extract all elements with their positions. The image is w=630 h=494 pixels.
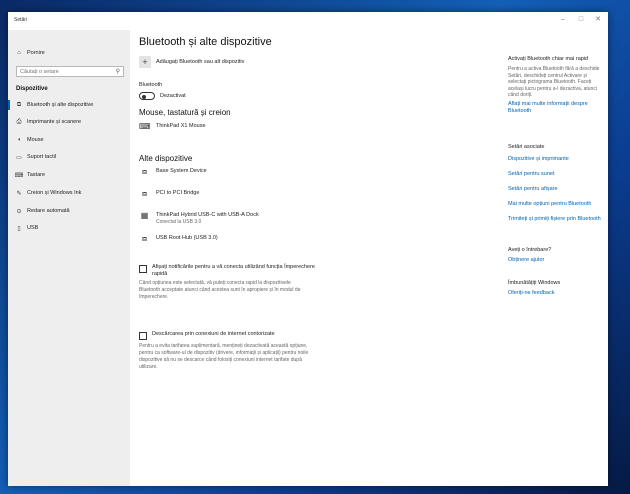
- keyboard-device-icon: ⌨: [139, 122, 151, 131]
- main-content: [130, 30, 608, 486]
- sidebar-item-label: Redare automată: [27, 208, 70, 214]
- device-icon: ⧈: [141, 189, 148, 198]
- sidebar-item-mouse[interactable]: [14, 134, 44, 146]
- sidebar-item-home[interactable]: [14, 47, 45, 59]
- display-settings-link[interactable]: Setări pentru afișare: [508, 186, 558, 192]
- minimize-button[interactable]: –: [561, 16, 565, 23]
- device-base-system[interactable]: [139, 167, 207, 177]
- device-thinkpad-mouse[interactable]: [139, 122, 206, 132]
- device-status: Conectat la USB 3.0: [156, 219, 202, 225]
- device-name: PCI to PCI Bridge: [156, 190, 200, 196]
- swift-pair-checkbox[interactable]: [139, 265, 147, 273]
- send-receive-files-link[interactable]: Trimiteți și primiți fișiere prin Bluetooth: [508, 216, 601, 222]
- close-button[interactable]: ✕: [595, 16, 601, 23]
- related-settings-panel: [508, 144, 604, 223]
- mouse-section-title: Mouse, tastatură și creion: [139, 108, 231, 117]
- home-icon: ⌂: [17, 50, 21, 56]
- device-pci-bridge[interactable]: [139, 189, 199, 199]
- keyboard-icon: ⌨: [14, 172, 24, 179]
- device-thinkpad-dock[interactable]: [139, 211, 259, 226]
- swift-pair-description: Când opțiunea este selectată, vă puteți conecta rapid la dispozitivele Bluetooth acceptate atunci când acestea sunt în apropiere și în modul de împerechere.: [139, 280, 301, 300]
- feedback-link[interactable]: Oferiți-ne feedback: [508, 290, 555, 296]
- question-title: Aveți o întrebare?: [508, 247, 552, 253]
- quick-info-panel: [508, 56, 604, 115]
- get-help-link[interactable]: Obținere ajutor: [508, 257, 545, 263]
- sound-settings-link[interactable]: Setări pentru sunet: [508, 171, 555, 177]
- window-title: Setări: [14, 17, 28, 23]
- metered-checkbox[interactable]: [139, 332, 147, 340]
- sidebar-item-label: Tastare: [27, 172, 46, 178]
- metered-description: Pentru a evita tarifarea suplimentară, mențineți dezactivată această opțiune, pentru ca software-ul de dispozitiv (drivere, informații și aplicații) pentru noile dispozitive să nu se descarce când folosiți conexiuni internet tarifate după utilizare.: [139, 343, 309, 370]
- sidebar-item-autoplay[interactable]: [14, 205, 70, 217]
- quick-info-title: Activați Bluetooth chiar mai rapid: [508, 56, 589, 62]
- quick-info-text: Pentru a activa Bluetooth fără a deschide Setări, deschideți centrul Activare și selectați pictograma Bluetooth. Faceți același lucru pentru a-l dezactiva, atunci când doriți.: [508, 66, 600, 98]
- device-name: ThinkPad X1 Mouse: [156, 123, 206, 129]
- bluetooth-toggle[interactable]: [139, 92, 155, 100]
- swift-pair-label: Afișați notificările pentru a vă conecta utilizând funcția Împerechere rapidă: [152, 264, 315, 277]
- search-icon[interactable]: ⚲: [115, 69, 120, 75]
- device-icon: ⧈: [141, 234, 148, 243]
- sidebar-item-label: USB: [27, 225, 39, 231]
- device-name: USB Root Hub (USB 3.0): [156, 235, 218, 241]
- pen-icon: ✎: [16, 190, 22, 197]
- printer-icon: ⎙: [16, 118, 22, 125]
- sidebar: [8, 30, 130, 486]
- other-section-title: Alte dispozitive: [139, 154, 193, 163]
- more-bluetooth-options-link[interactable]: Mai multe opțiuni pentru Bluetooth: [508, 201, 592, 207]
- sidebar-item-label: Pornire: [27, 50, 45, 56]
- sidebar-item-label: Imprimante și scanere: [27, 119, 82, 125]
- title-bar: [8, 12, 608, 30]
- dock-icon: ▦: [140, 211, 149, 220]
- bluetooth-label: Bluetooth: [139, 82, 163, 88]
- maximize-button[interactable]: □: [578, 16, 584, 23]
- sidebar-item-bluetooth[interactable]: [14, 99, 93, 111]
- device-name: ThinkPad Hybrid USB-C with USB-A Dock: [156, 212, 259, 218]
- add-device-button[interactable]: [139, 56, 244, 68]
- search-input[interactable]: [20, 69, 110, 75]
- sidebar-item-usb[interactable]: [14, 222, 38, 234]
- device-name: Base System Device: [156, 168, 207, 174]
- device-usb-root-hub[interactable]: [139, 234, 218, 244]
- sidebar-item-pen[interactable]: [14, 187, 81, 199]
- related-settings-title: Setări asociate: [508, 144, 545, 150]
- bluetooth-devices-icon: ⧉: [16, 101, 22, 108]
- question-panel: [508, 247, 604, 264]
- sidebar-item-label: Suport tactil: [27, 154, 57, 160]
- bluetooth-toggle-row: [139, 92, 186, 100]
- bluetooth-state: Dezactivat: [160, 93, 186, 99]
- sidebar-item-label: Bluetooth și alte dispozitive: [27, 102, 94, 108]
- touchpad-icon: ▭: [16, 154, 22, 161]
- metered-label: Descărcarea prin conexiuni de internet contorizate: [152, 331, 275, 337]
- sidebar-item-printers[interactable]: [14, 116, 81, 128]
- plus-icon: +: [139, 56, 151, 68]
- bluetooth-info-link[interactable]: Aflați mai multe informații despre Bluetooth: [508, 100, 588, 114]
- page-title: Bluetooth și alte dispozitive: [139, 36, 272, 48]
- improve-panel: [508, 280, 604, 297]
- sidebar-item-typing[interactable]: [14, 169, 45, 181]
- sidebar-section-title: Dispozitive: [16, 86, 48, 92]
- improve-title: Îmbunătățiți Windows: [508, 280, 561, 286]
- search-box[interactable]: [16, 66, 124, 77]
- swift-pair-option: [139, 264, 322, 278]
- add-device-label: Adăugați Bluetooth sau alt dispozitiv: [156, 59, 245, 65]
- metered-option: [139, 331, 322, 340]
- mouse-icon: ◖: [17, 137, 21, 143]
- sidebar-item-touchpad[interactable]: [14, 151, 56, 163]
- devices-printers-link[interactable]: Dispozitive și imprimante: [508, 156, 569, 162]
- settings-window: [8, 12, 608, 486]
- sidebar-item-label: Mouse: [27, 137, 44, 143]
- device-icon: ⧈: [141, 167, 148, 176]
- sidebar-item-label: Creion și Windows Ink: [27, 190, 82, 196]
- usb-icon: ▯: [17, 225, 21, 232]
- autoplay-icon: ⊙: [16, 208, 22, 215]
